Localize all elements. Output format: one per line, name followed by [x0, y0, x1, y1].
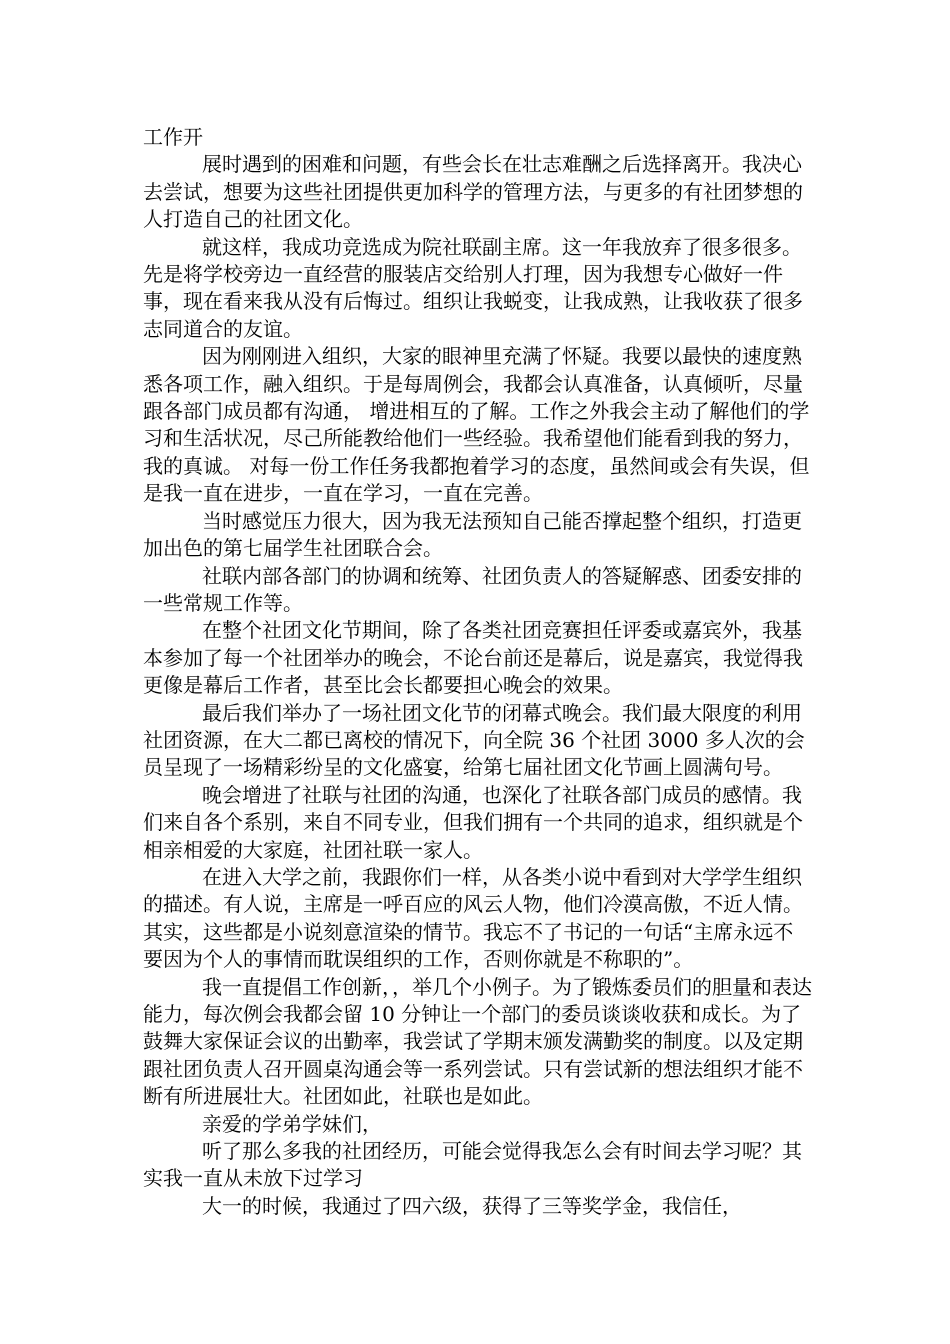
- paragraph: 就这样，我成功竞选成为院社联副主席。这一年我放弃了很多很多。先是将学校旁边一直经营的服装店交给别人打理，因为我想专心做好一件事，现在看来我从没有后悔过。组织让我蜕变，让我成熟，让我收获了很多志同道合的友谊。: [143, 234, 803, 341]
- paragraph: 社联内部各部门的协调和统筹、社团负责人的答疑解惑、团委安排的一些常规工作等。: [143, 563, 802, 615]
- paragraph: 晚会增进了社联与社团的沟通，也深化了社联各部门成员的感情。我们来自各个系别，来自不同专业，但我们拥有一个共同的追求，组织就是个相亲相爱的大家庭，社团社联一家人。: [143, 782, 803, 862]
- paragraph: 展时遇到的困难和问题，有些会长在壮志难酬之后选择离开。我决心去尝试，想要为这些社团提供更加科学的管理方法，与更多的有社团梦想的人打造自己的社团文化。: [143, 152, 803, 232]
- paragraph: 我一直提倡工作创新，，举几个小例子。为了锻炼委员们的胆量和表达能力，每次例会我都会留 10 分钟让一个部门的委员谈谈收获和成长。为了鼓舞大家保证会议的出勤率，我尝试了学期末颁发满勤奖的制度。以及定期跟社团负责人召开圆桌沟通会等一系列尝试。只有尝试新的想法组织才能不断有所进展壮大。社团如此，社联也是如此。: [143, 974, 812, 1109]
- paragraph: 听了那么多我的社团经历，可能会觉得我怎么会有时间去学习呢？其实我一直从未放下过学习: [143, 1139, 802, 1191]
- paragraph: 大一的时候，我通过了四六级，获得了三等奖学金，我信任，: [202, 1193, 742, 1218]
- paragraph-heading-fragment: 工作开: [143, 125, 203, 149]
- paragraph: 在整个社团文化节期间，除了各类社团竞赛担任评委或嘉宾外，我基本参加了每一个社团举办的晚会，不论台前还是幕后，说是嘉宾，我觉得我更像是幕后工作者，甚至比会长都要担心晚会的效果。: [143, 618, 803, 698]
- paragraph-salutation: 亲爱的学弟学妹们，: [202, 1111, 382, 1136]
- paragraph: 最后我们举办了一场社团文化节的闭幕式晚会。我们最大限度的利用社团资源，在大二都已离校的情况下，向全院 36 个社团 3000 多人次的会员呈现了一场精彩纷呈的文化盛宴，给第七届社团文化节画上圆满句号。: [143, 700, 805, 780]
- paragraph: 在进入大学之前，我跟你们一样，从各类小说中看到对大学学生组织的描述。有人说，主席是一呼百应的风云人物，他们冷漠高傲，不近人情。其实，这些都是小说刻意渲染的情节。我忘不了书记的一句话“主席永远不要因为个人的事情而耽误组织的工作，否则你就是不称职的”。: [143, 864, 803, 972]
- paragraph: 当时感觉压力很大，因为我无法预知自己能否撑起整个组织，打造更加出色的第七届学生社团联合会。: [143, 508, 802, 561]
- document-page: [143, 124, 813, 1220]
- paragraph: 因为刚刚进入组织，大家的眼神里充满了怀疑。我要以最快的速度熟悉各项工作，融入组织。于是每周例会，我都会认真准备，认真倾听，尽量跟各部门成员都有沟通， 增进相互的了解。工作之外我会主动了解他们的学习和生活状况，尽己所能教给他们一些经验。我希望他们能看到我的努力，我的真诚。 对每一份工作任务我都抱着学习的态度，虽然间或会有失误，但是我一直在进步，一直在学习，一直在完善。: [143, 344, 810, 506]
